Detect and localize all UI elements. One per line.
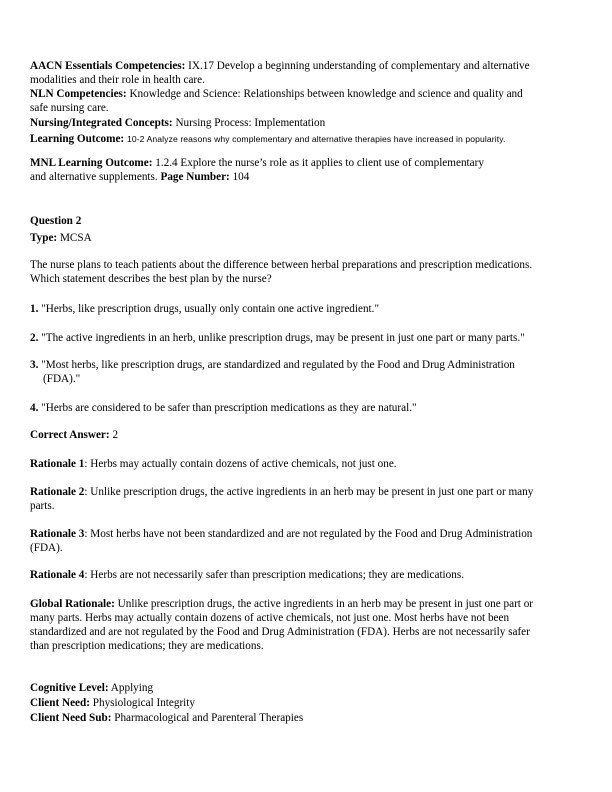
question-title: Question 2 xyxy=(30,215,82,227)
aacn-competencies: AACN Essentials Competencies: IX.17 Develop a beginning understanding of complementary and alternative modalities and their role in health care. xyxy=(30,60,530,86)
cognitive-level: Cognitive Level: Applying xyxy=(30,682,154,694)
answer-option-1: 1. "Herbs, like prescription drugs, usually only contain one active ingredient." xyxy=(30,303,380,315)
rationale-2: Rationale 2: Unlike prescription drugs, the active ingredients in an herb may be present in just one part or many parts. xyxy=(30,486,534,512)
answer-option-2: 2. "The active ingredients in an herb, unlike prescription drugs, may be present in just one part or many parts." xyxy=(30,332,525,344)
global-rationale: Global Rationale: Unlike prescription drugs, the active ingredients in an herb may be present in just one part or many parts. Herbs may actually contain dozens of active chemicals, not just one. Most herbs have not been standardized and are not regulated by the Food and Drug Administration (FDA). Herbs are not necessarily safer than prescription medications; they are medications. xyxy=(30,598,534,652)
nln-competencies: NLN Competencies: Knowledge and Science: Relationships between knowledge and science and quality and safe nursing care. xyxy=(30,88,523,114)
answer-option-3: 3. "Most herbs, like prescription drugs, are standardized and regulated by the Food and Drug Administration (FDA)." xyxy=(30,359,515,385)
question-stem: The nurse plans to teach patients about the difference between herbal preparations and prescription medications. Which statement describes the best plan by the nurse? xyxy=(30,259,533,285)
rationale-4: Rationale 4: Herbs are not necessarily safer than prescription medications; they are medications. xyxy=(30,569,465,581)
answer-option-4: 4. "Herbs are considered to be safer than prescription medications as they are natural." xyxy=(30,402,417,414)
learning-outcome: Learning Outcome: 10-2 Analyze reasons why complementary and alternative therapies have increased in popularity. xyxy=(30,133,506,145)
client-need-sub: Client Need Sub: Pharmacological and Parenteral Therapies xyxy=(30,712,304,724)
nursing-integrated-concepts: Nursing/Integrated Concepts: Nursing Process: Implementation xyxy=(30,117,326,129)
client-need: Client Need: Physiological Integrity xyxy=(30,697,195,709)
mnl-learning-outcome: MNL Learning Outcome: 1.2.4 Explore the nurse’s role as it applies to client use of complementary and alternative supplements. Page Number: 104 xyxy=(30,157,484,183)
correct-answer: Correct Answer: 2 xyxy=(30,429,119,441)
page-number-value: 104 xyxy=(232,171,250,183)
page-number-label: Page Number: xyxy=(160,171,230,183)
question-type: Type: MCSA xyxy=(30,232,92,244)
rationale-3: Rationale 3: Most herbs have not been standardized and are not regulated by the Food and Drug Administration (FDA). xyxy=(30,528,533,554)
rationale-1: Rationale 1: Herbs may actually contain dozens of active chemicals, not just one. xyxy=(30,458,397,470)
